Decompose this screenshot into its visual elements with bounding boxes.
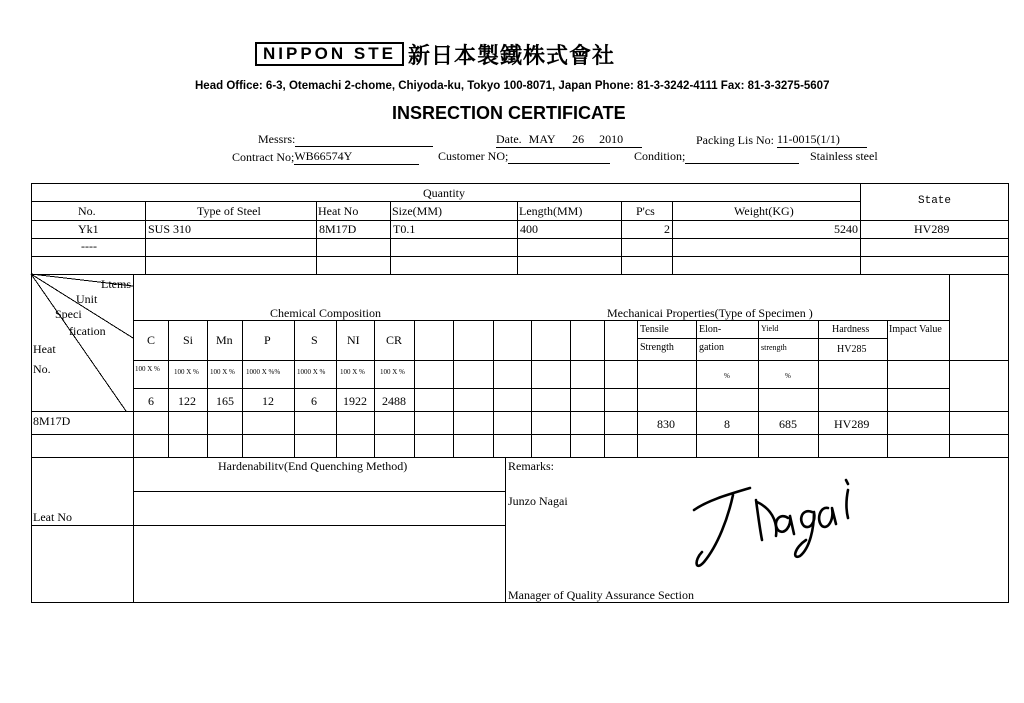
hardness-unit: HV285 — [837, 344, 867, 355]
col-heat-no: Heat No — [318, 204, 359, 218]
date-day: 26 — [572, 132, 585, 146]
tensile-label-1: Tensile — [640, 324, 669, 335]
unit-cr: 100 X % — [380, 368, 405, 376]
row1-length: 400 — [520, 222, 538, 236]
value-mn: 165 — [216, 394, 234, 408]
hardness-value: HV289 — [834, 417, 870, 431]
head-office-line: Head Office: 6-3, Otemachi 2-chome, Chiyoda-ku, Tokyo 100-8071, Japan Phone: 81-3-3242-4111 Fax: 81-3-3275-5607 — [195, 80, 830, 92]
yield-value: 685 — [779, 417, 797, 431]
messrs-label: Messrs: — [258, 132, 296, 146]
element-c: C — [147, 333, 156, 347]
row1-size: T0.1 — [393, 222, 416, 236]
mech-title: Mechanicai Properties(Type of Specimen ) — [607, 306, 813, 320]
col-size: Size(MM) — [392, 204, 442, 218]
element-cr: CR — [386, 333, 403, 347]
inspector-name: Junzo Nagai — [508, 494, 568, 508]
element-si: Si — [183, 333, 194, 347]
unit-c: 100 X % — [135, 365, 160, 373]
remarks-label: Remarks: — [508, 459, 554, 473]
value-cr: 2488 — [382, 394, 406, 408]
packing-label: Packing Lis No: — [696, 133, 774, 147]
element-s: S — [311, 333, 318, 347]
no-label: No. — [33, 362, 51, 376]
unit-s: 1000 X % — [297, 368, 326, 376]
col-type-of-steel: Type of Steel — [197, 204, 261, 218]
element-mn: Mn — [216, 333, 233, 347]
unit-si: 100 X % — [174, 368, 199, 376]
elongation-value: 8 — [724, 417, 730, 431]
elongation-unit: % — [724, 372, 730, 380]
certificate-title: INSRECTION CERTIFICATE — [392, 103, 626, 123]
date-month: MAY — [528, 132, 556, 146]
col-no: No. — [78, 204, 96, 218]
value-s: 6 — [311, 394, 317, 408]
value-c: 6 — [148, 394, 154, 408]
element-p: P — [264, 333, 271, 347]
elongation-label-2: gation — [699, 342, 724, 353]
row2-no: ---- — [81, 239, 97, 253]
value-p: 12 — [262, 394, 274, 408]
unit-p: 1000 X %% — [246, 368, 281, 376]
elongation-label-1: Elon- — [699, 324, 722, 335]
date-year: 2010 — [599, 132, 624, 146]
row1-weight: 5240 — [834, 222, 858, 236]
row1-pcs: 2 — [664, 222, 670, 236]
logo-roman: NIPPON STE — [255, 42, 404, 66]
quantity-label: Quantity — [423, 186, 465, 200]
unit-label: Unit — [76, 292, 98, 306]
state-label: State — [918, 195, 952, 207]
yield-label-1: Yield — [761, 324, 779, 333]
packing-value: 11-0015(1/1) — [777, 132, 867, 148]
chem-title: Chemical Composition — [270, 306, 381, 320]
unit-ni: 100 X % — [340, 368, 365, 376]
row1-no: Yk1 — [78, 222, 99, 236]
value-ni: 1922 — [343, 394, 367, 408]
customer-label: Customer NO; — [438, 149, 509, 163]
col-pcs: P'cs — [636, 204, 655, 218]
material-text: Stainless steel — [810, 149, 878, 163]
col-length: Length(MM) — [519, 204, 583, 218]
date-label: Date. — [496, 132, 522, 146]
speci-label: Speci — [55, 307, 82, 321]
hardness-label: Hardness — [832, 324, 870, 335]
tensile-value: 830 — [657, 417, 675, 431]
fication-label: fication — [69, 324, 106, 338]
element-ni: NI — [347, 333, 360, 347]
impact-label: Impact Value — [889, 324, 942, 335]
row1-state: HV289 — [914, 222, 950, 236]
inspector-position: Manager of Quality Assurance Section — [508, 588, 694, 602]
contract-value: WB66574Y — [294, 149, 419, 165]
unit-mn: 100 X % — [210, 368, 235, 376]
heat-no-value: 8M17D — [33, 414, 71, 428]
col-weight: Weight(KG) — [734, 204, 794, 218]
logo-cjk: 新日本製鐵株式會社 — [407, 43, 615, 69]
yield-unit: % — [785, 372, 791, 380]
value-si: 122 — [178, 394, 196, 408]
contract-label: Contract No; — [232, 150, 295, 164]
items-label: Ltems — [101, 277, 131, 291]
leat-no-label: Leat No — [33, 510, 72, 524]
hardenability-label: Hardenabilitv(End Quenching Method) — [218, 459, 408, 473]
row1-type: SUS 310 — [148, 222, 192, 236]
yield-label-2: strength — [761, 343, 787, 352]
heat-label: Heat — [33, 342, 56, 356]
condition-label: Condition; — [634, 149, 686, 163]
tensile-label-2: Strength — [640, 342, 674, 353]
row1-heat: 8M17D — [319, 222, 357, 236]
